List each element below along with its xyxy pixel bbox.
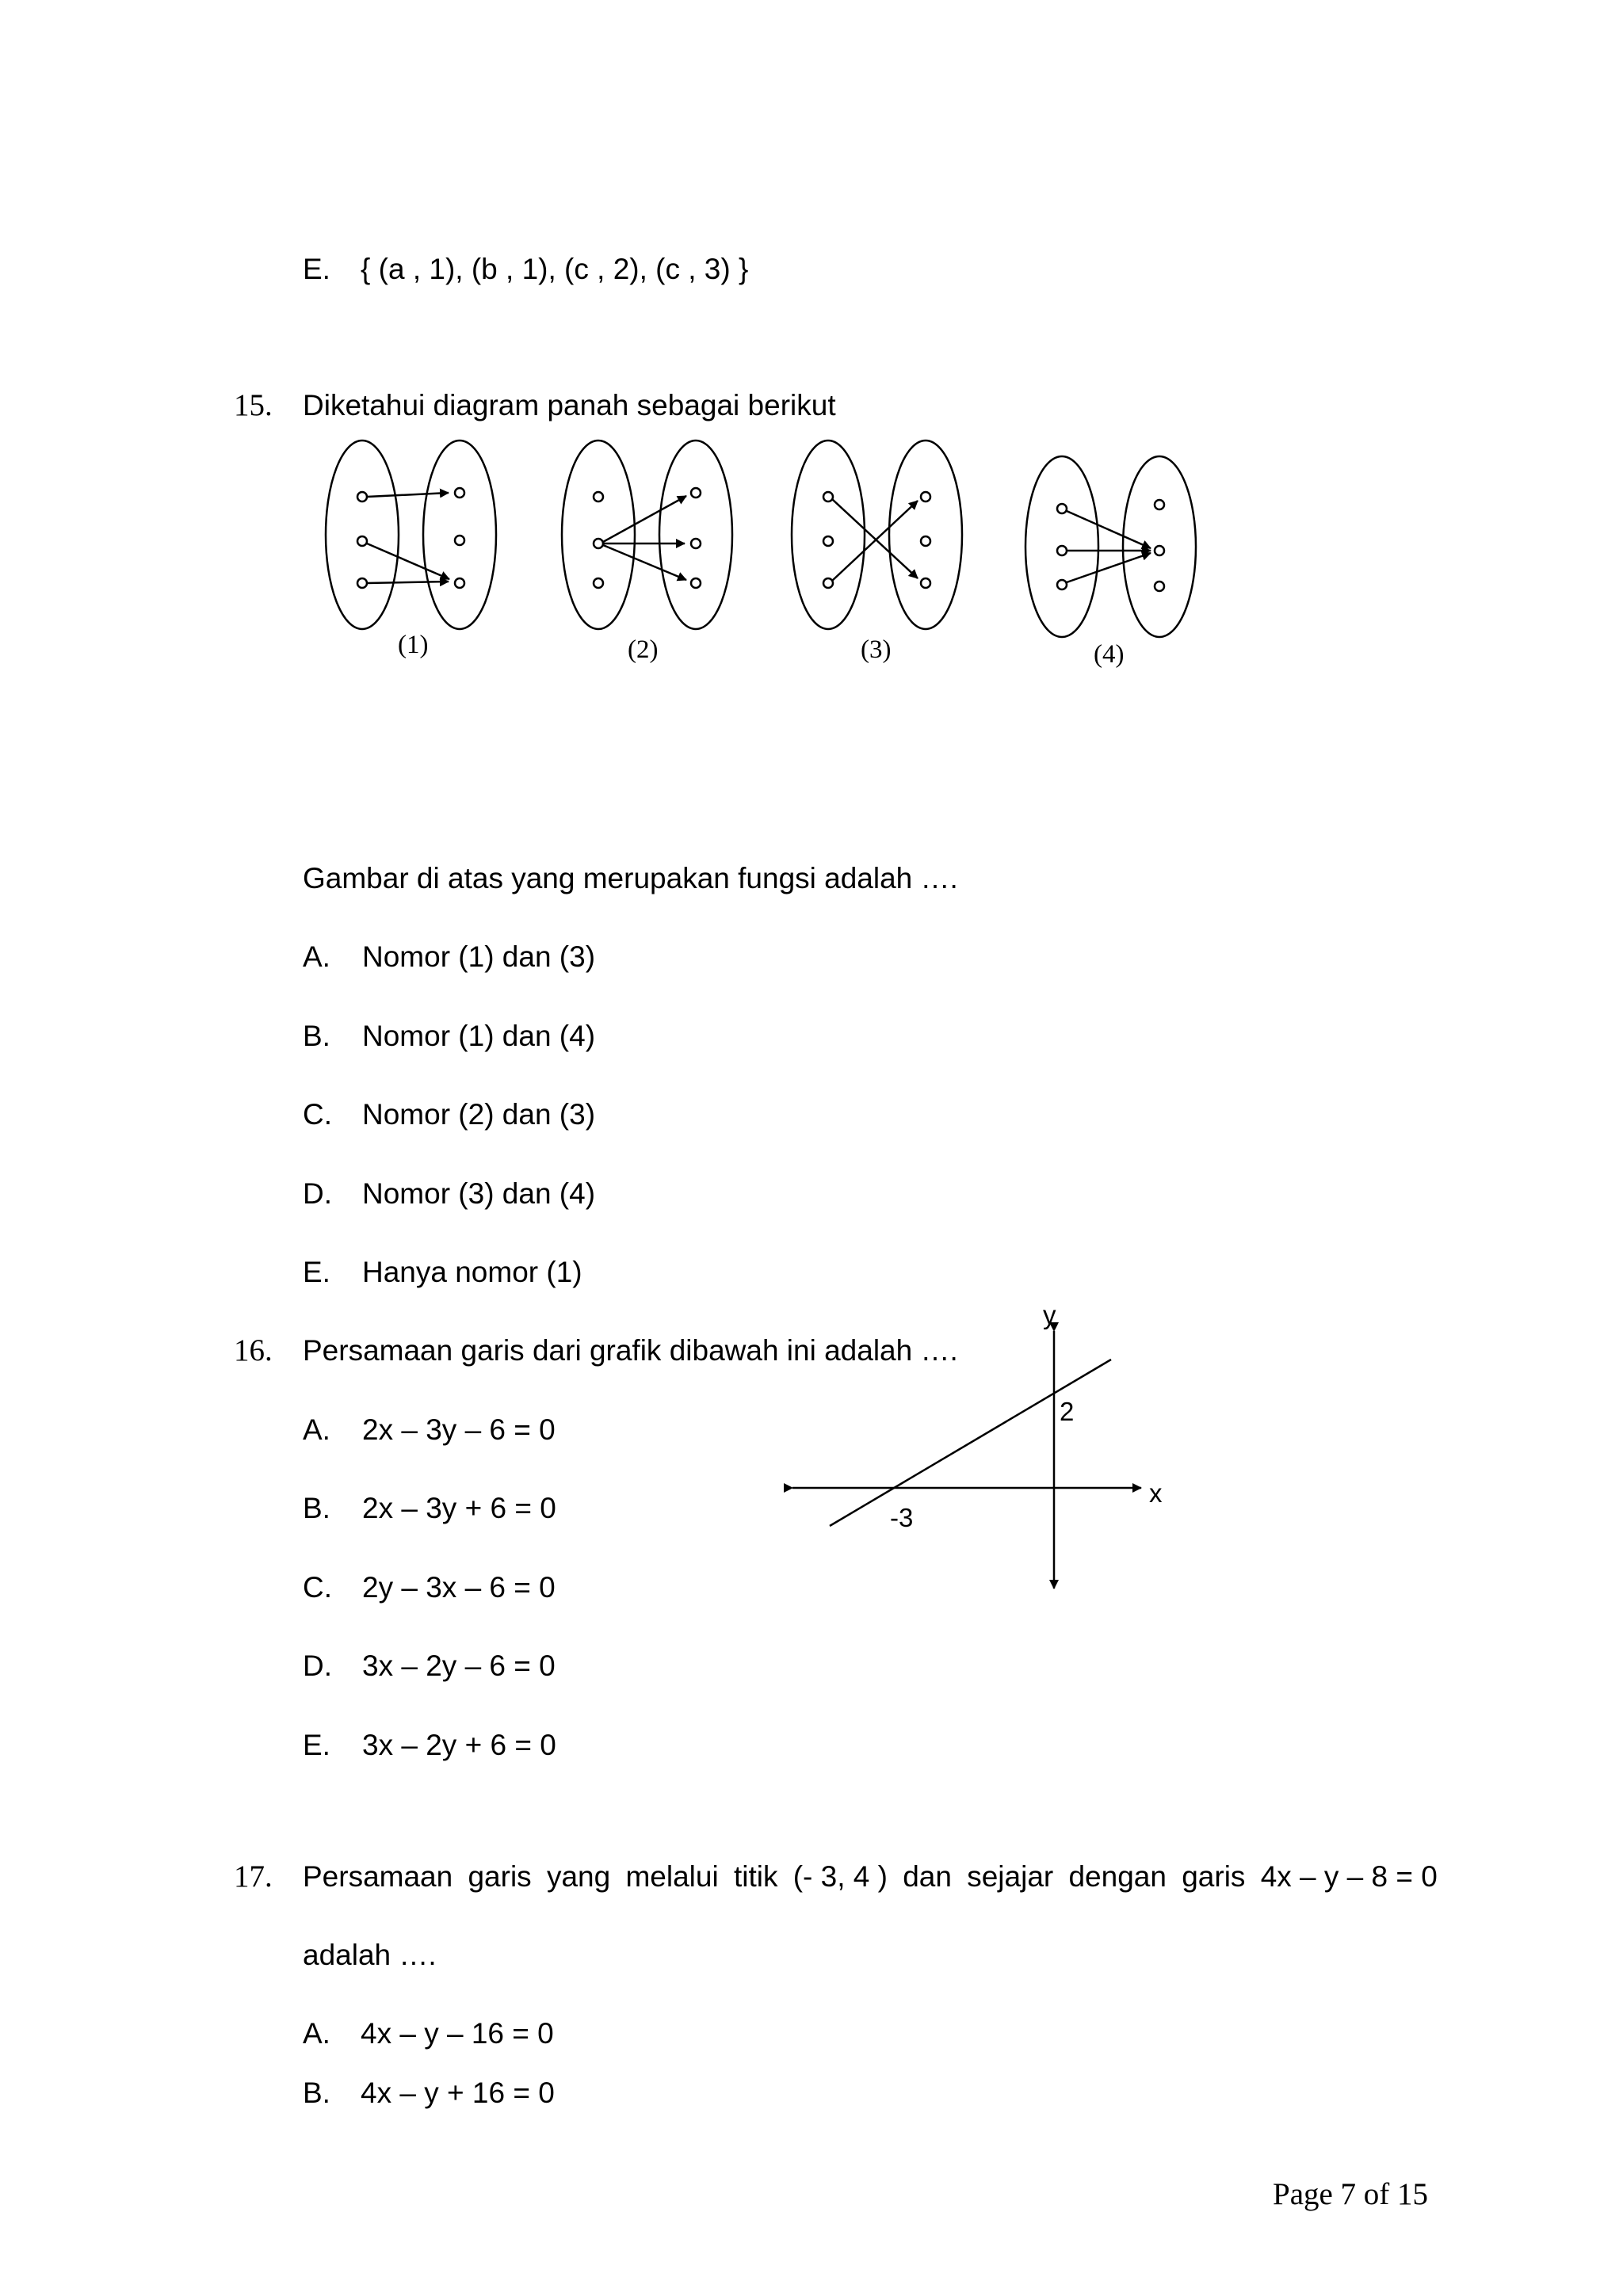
line-graph (792, 1331, 1141, 1589)
y-axis-label: y (1043, 1300, 1056, 1329)
option-letter: A. (303, 2017, 330, 2050)
option-letter: A. (303, 940, 330, 973)
diagram-label: (3) (861, 635, 892, 664)
option-letter: D. (303, 1650, 332, 1682)
question-number: 16. (234, 1333, 273, 1367)
question-stem: Persamaan garis dari grafik dibawah ini adalah …. (303, 1334, 958, 1367)
option-text: Nomor (2) dan (3) (362, 1098, 596, 1131)
stem-word: dan (903, 1860, 952, 1893)
diagram-2 (562, 441, 732, 629)
option-text: Nomor (1) dan (3) (362, 940, 596, 973)
option-letter: E. (303, 1729, 330, 1761)
diagram-3 (792, 441, 962, 629)
page-number: Page 7 of 15 (1273, 2177, 1429, 2211)
stem-word: Persamaan (303, 1860, 453, 1893)
question-number: 17. (234, 1859, 273, 1894)
option-text: Nomor (1) dan (4) (362, 1020, 596, 1052)
option-text: { (a , 1), (b , 1), (c , 2), (c , 3) } (361, 253, 749, 285)
graph-line (830, 1360, 1111, 1526)
y-intercept-label: 2 (1060, 1397, 1075, 1426)
stem-word: melalui (625, 1860, 719, 1893)
option-letter: D. (303, 1177, 332, 1210)
stem-word: garis (1182, 1860, 1246, 1893)
stem-word: garis (468, 1860, 532, 1893)
question-stem: Diketahui diagram panah sebagai berikut (303, 389, 836, 421)
stem-word: titik (733, 1860, 778, 1893)
option-text: 2y – 3x – 6 = 0 (362, 1571, 556, 1604)
question-text: Gambar di atas yang merupakan fungsi adalah …. (303, 862, 958, 894)
diagram-label: (2) (628, 635, 659, 664)
stem-word: dengan (1068, 1860, 1167, 1893)
question-stem (303, 1859, 1438, 1894)
x-intercept-label: -3 (890, 1503, 914, 1532)
question-stem-continued: adalah …. (303, 1939, 437, 1971)
option-letter: E. (303, 1256, 330, 1288)
diagram-label: (1) (398, 631, 429, 659)
option-letter: C. (303, 1098, 332, 1131)
stem-word: (- 3, 4 ) (792, 1860, 888, 1893)
option-text: 4x – y + 16 = 0 (361, 2077, 555, 2109)
option-text: 3x – 2y + 6 = 0 (362, 1729, 556, 1761)
stem-word: yang (546, 1860, 611, 1893)
option-text: Nomor (3) dan (4) (362, 1177, 596, 1210)
option-text: 3x – 2y – 6 = 0 (362, 1650, 556, 1682)
diagram-1 (326, 441, 496, 629)
option-letter: C. (303, 1571, 332, 1604)
option-text: 2x – 3y – 6 = 0 (362, 1413, 556, 1446)
question-number: 15. (234, 388, 273, 422)
option-letter: B. (303, 1020, 330, 1052)
option-letter: B. (303, 2077, 330, 2109)
option-text: Hanya nomor (1) (362, 1256, 582, 1288)
diagram-label: (4) (1094, 640, 1125, 669)
stem-equation: 4x – y – 8 = 0 (1260, 1860, 1438, 1893)
option-letter: E. (303, 253, 330, 285)
x-axis-label: x (1149, 1478, 1163, 1508)
option-text: 2x – 3y + 6 = 0 (362, 1492, 556, 1524)
option-letter: A. (303, 1413, 330, 1446)
option-text: 4x – y – 16 = 0 (361, 2017, 554, 2050)
diagram-4 (1025, 456, 1196, 637)
option-letter: B. (303, 1492, 330, 1524)
stem-word: sejajar (967, 1860, 1054, 1893)
